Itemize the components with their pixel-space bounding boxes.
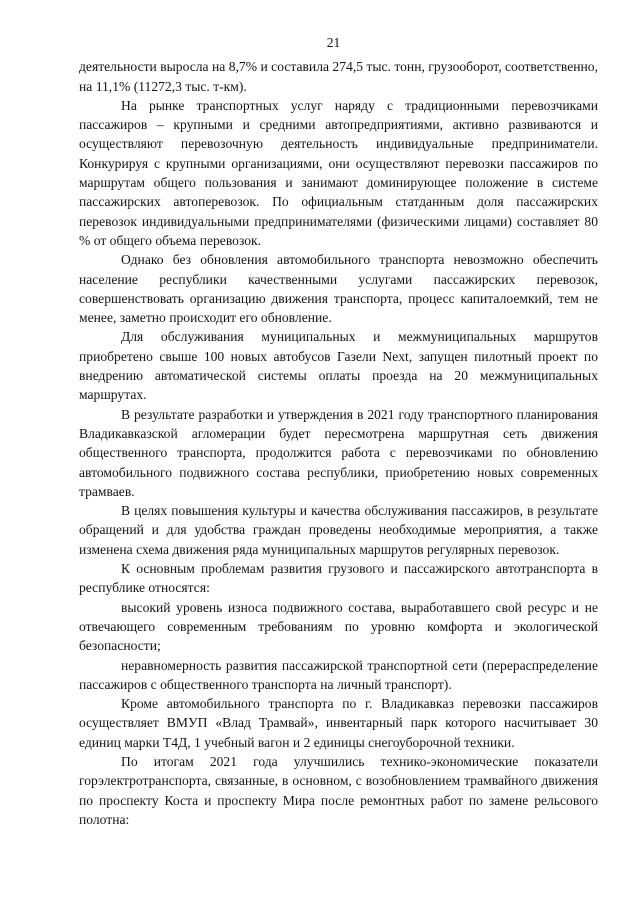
paragraph-main-problems: К основным проблемам развития грузового и пассажирского автотранспорта в республике относятся:: [79, 561, 598, 596]
paragraph-problem-wear: высокий уровень износа подвижного состава, выработавшего свой ресурс и не отвечающего современным требованиям по уровню комфорта и экологической безопасности;: [79, 599, 598, 654]
paragraph-transport-planning: В результате разработки и утверждения в 2021 году транспортного планирования Владикавказской агломерации будет пересмотрена маршрутная сеть движения общественного транспорта, продолжится работа с перевозчиками по обновлению автомобильного подвижного состава республики, приобретению новых современных трамваев.: [79, 406, 598, 499]
paragraph-problem-network: неравномерность развития пассажирской транспортной сети (перераспределение пассажиров с общественного транспорта на личный транспорт).: [79, 657, 598, 692]
paragraph-fleet-renewal: Однако без обновления автомобильного транспорта невозможно обеспечить население республики качественными услугами пассажирских перевозок, совершенствовать организацию движения транспорта, процесс капиталоемкий, тем не менее, заметно происходит его обновление.: [79, 252, 598, 326]
paragraph-private-carriers: На рынке транспортных услуг наряду с традиционными перевозчиками пассажиров – крупными и средними автопредприятиями, активно развиваются и осуществляют перевозочную деятельность индивидуальные предприниматели. Конкурируя с крупными организациями, они осуществляют перевозки пассажиров по маршрутам общего пользования и занимают доминирующее положение в системе пассажирских автоперевозок. По официальным статданным доля пассажирских перевозок индивидуальными предпринимателями (физическими лицами) составляет 80 % от общего объема перевозок.: [79, 97, 598, 248]
paragraph-cargo-growth: деятельности выросла на 8,7% и составила 274,5 тыс. тонн, грузооборот, соответственно, на 11,1% (11272,3 тыс. т-км).: [79, 59, 598, 94]
paragraph-2021-results: По итогам 2021 года улучшились технико-экономические показатели горэлектротранспорта, связанные, в основном, с возобновлением трамвайного движения по проспекту Коста и проспекту Мира после ремонтных работ по замене рельсового полотна:: [79, 753, 598, 827]
paragraph-service-quality: В целях повышения культуры и качества обслуживания пассажиров, в результате обращений и для удобства граждан проведены необходимые мероприятия, а также изменена схема движения ряда муниципальных маршрутов регулярных перевозок.: [79, 503, 598, 557]
page-number: 21: [326, 35, 341, 50]
paragraph-new-buses: Для обслуживания муниципальных и межмуниципальных маршрутов приобретено свыше 100 новых автобусов Газели Next, запущен пилотный проект по внедрению автоматической системы оплаты проезда на 20 межмуниципальных маршрутах.: [79, 329, 598, 403]
paragraph-tram-operator: Кроме автомобильного транспорта по г. Владикавказ перевозки пассажиров осуществляет ВМУП «Влад Трамвай», инвентарный парк которого насчитывает 30 единиц марки Т4Д, 1 учебный вагон и 2 единицы снегоуборочной техники.: [79, 696, 598, 750]
